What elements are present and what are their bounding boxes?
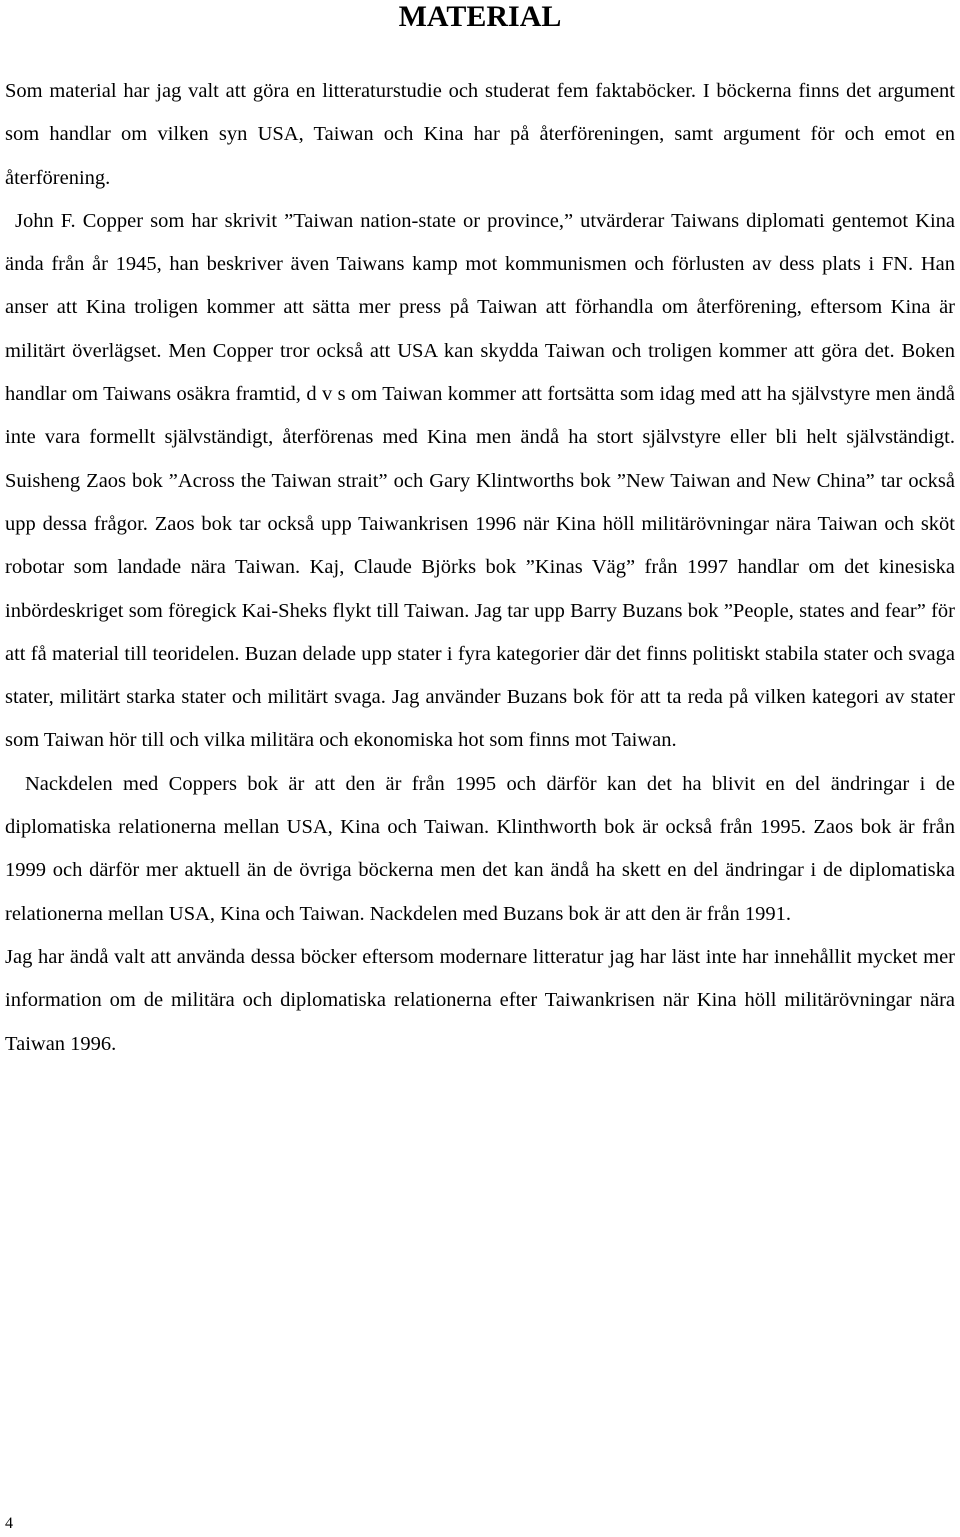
body-text: [5, 70, 955, 1066]
paragraph-book-overview: John F. Copper som har skrivit ”Taiwan nation-state or province,” utvärderar Taiwans diplomati gentemot Kina ända från år 1945, han beskriver även Taiwans kamp mot kommunismen och förlusten av dess plats i FN. Han anser att Kina troligen kommer att sätta mer press på Taiwan att förhandla om återförening, eftersom Kina är militärt överlägset. Men Copper tror också att USA kan skydda Taiwan och troligen kommer att göra det. Boken handlar om Taiwans osäkra framtid, d v s om Taiwan kommer att fortsätta som idag med att ha självstyre men ändå inte vara formellt självständigt, återförenas med Kina men ändå ha stort självstyre eller bli helt självständigt. Suisheng Zaos bok ”Across the Taiwan strait” och Gary Klintworths bok ”New Taiwan and New China” tar också upp dessa frågor. Zaos bok tar också upp Taiwankrisen 1996 när Kina höll militärövningar nära Taiwan och sköt robotar som landade nära Taiwan. Kaj, Claude Björks bok ”Kinas Väg” från 1997 handlar om det kinesiska inbördeskriget som föregick Kai-Sheks flykt till Taiwan. Jag tar upp Barry Buzans bok ”People, states and fear” för att få material till teoridelen. Buzan delade upp stater i fyra kategorier där det finns politiskt stabila stater och svaga stater, militärt starka stater och militärt svaga. Jag använder Buzans bok för att ta reda på vilken kategori av stater som Taiwan hör till och vilka militära och ekonomiska hot som finns mot Taiwan.: [5, 209, 955, 752]
paragraph-intro: Som material har jag valt att göra en litteraturstudie och studerat fem faktaböcker. I böckerna finns det argument som handlar om vilken syn USA, Taiwan och Kina har på återföreningen, samt argument för och emot en återförening.: [5, 80, 955, 189]
page-title: MATERIAL: [398, 0, 562, 33]
paragraph-drawbacks: Nackdelen med Coppers bok är att den är från 1995 och därför kan det ha blivit en del ändringar i de diplomatiska relationerna mellan USA, Kina och Taiwan. Klinthworth bok är också från 1995. Zaos bok är från 1999 och därför mer aktuell än de övriga böckerna men det kan ändå ha skett en del ändringar i de diplomatiska relationerna mellan USA, Kina och Taiwan. Nackdelen med Buzans bok är att den är från 1991.: [5, 772, 955, 925]
page-number: 4: [5, 1515, 13, 1532]
paragraph-conclusion: Jag har ändå valt att använda dessa böcker eftersom modernare litteratur jag har läst inte har innehållit mycket mer information om de militära och diplomatiska relationerna efter Taiwankrisen när Kina höll militärövningar nära Taiwan 1996.: [5, 945, 955, 1055]
